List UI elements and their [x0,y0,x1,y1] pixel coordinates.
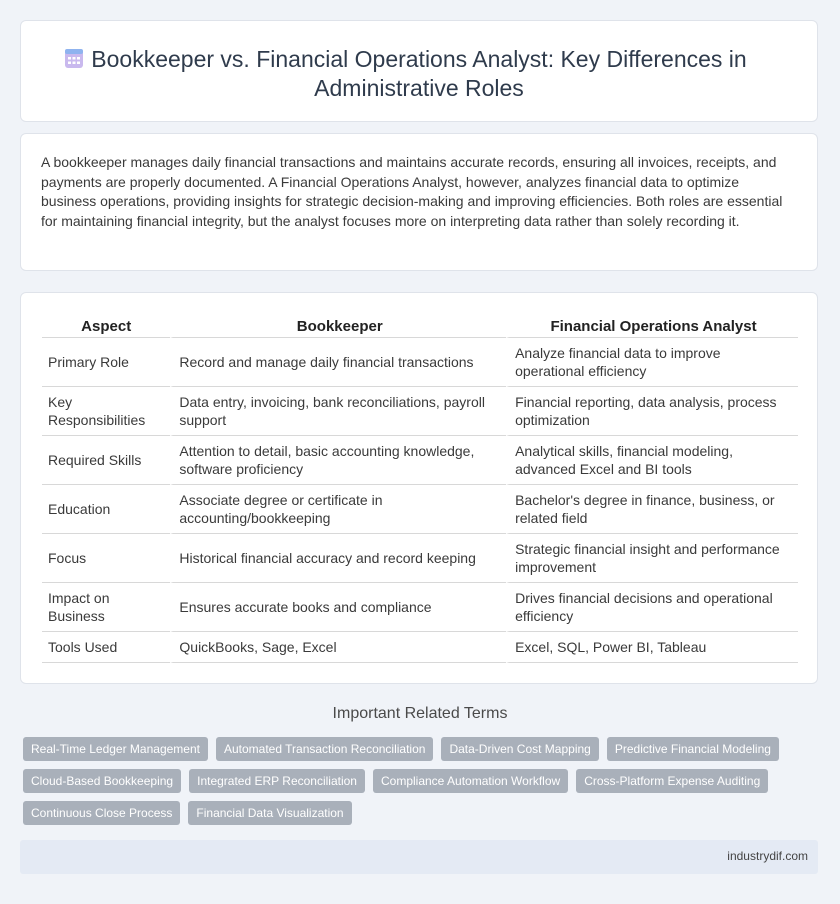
cell-analyst: Bachelor's degree in finance, business, or related field [506,485,798,534]
table-row [42,387,798,436]
cell-aspect: Primary Role [42,338,170,387]
page-title: Bookkeeper vs. Financial Operations Analyst: Key Differences in Administrative Roles [91,46,747,101]
related-terms-title: Important Related Terms [332,705,508,722]
footer [20,840,818,874]
table-row [42,436,798,485]
related-term-tag[interactable]: Compliance Automation Workflow [373,769,568,793]
cell-bookkeeper: Record and manage daily financial transactions [170,338,506,387]
related-term-tag[interactable]: Data-Driven Cost Mapping [441,737,598,761]
cell-aspect: Tools Used [42,632,170,663]
related-term-tag[interactable]: Real-Time Ledger Management [23,737,208,761]
header-analyst: Financial Operations Analyst [506,316,798,338]
cell-analyst: Financial reporting, data analysis, process optimization [506,387,798,436]
related-term-tag[interactable]: Continuous Close Process [23,801,180,825]
table-header-row [42,316,798,338]
cell-bookkeeper: QuickBooks, Sage, Excel [170,632,506,663]
related-term-tag[interactable]: Cloud-Based Bookkeeping [23,769,181,793]
cell-aspect: Education [42,485,170,534]
header-bookkeeper: Bookkeeper [170,316,506,338]
cell-bookkeeper: Associate degree or certificate in accounting/bookkeeping [170,485,506,534]
related-term-tag[interactable]: Predictive Financial Modeling [607,737,779,761]
related-term-tag[interactable]: Automated Transaction Reconciliation [216,737,433,761]
related-term-tag[interactable]: Financial Data Visualization [188,801,351,825]
related-term-tag[interactable]: Cross-Platform Expense Auditing [576,769,768,793]
table-row [42,583,798,632]
table-row [42,632,798,663]
header-aspect: Aspect [42,316,170,338]
cell-bookkeeper: Historical financial accuracy and record keeping [170,534,506,583]
cell-aspect: Key Responsibilities [42,387,170,436]
footer-site-link[interactable]: industrydif.com [727,849,808,863]
cell-bookkeeper: Attention to detail, basic accounting knowledge, software proficiency [170,436,506,485]
cell-analyst: Excel, SQL, Power BI, Tableau [506,632,798,663]
cell-bookkeeper: Ensures accurate books and compliance [170,583,506,632]
intro-paragraph: A bookkeeper manages daily financial transactions and maintains accurate records, ensuring all invoices, receipts, and payments are properly documented. A Financial Operations Analyst, however, analyzes financial data to optimize business operations, providing insights for strategic decision-making and improving efficiencies. Both roles are essential for maintaining financial integrity, but the analyst focuses more on interpreting data rather than solely recording it. [41,154,783,229]
cell-aspect: Impact on Business [42,583,170,632]
title-card [20,20,818,122]
comparison-table [42,316,798,663]
comparison-table-card [20,292,818,684]
related-term-tag[interactable]: Integrated ERP Reconciliation [189,769,365,793]
cell-analyst: Drives financial decisions and operational efficiency [506,583,798,632]
cell-aspect: Required Skills [42,436,170,485]
table-row [42,338,798,387]
table-row [42,534,798,583]
related-terms-list [23,737,813,825]
intro-card [20,133,818,271]
cell-bookkeeper: Data entry, invoicing, bank reconciliations, payroll support [170,387,506,436]
table-row [42,485,798,534]
cell-analyst: Strategic financial insight and performance improvement [506,534,798,583]
cell-aspect: Focus [42,534,170,583]
cell-analyst: Analytical skills, financial modeling, advanced Excel and BI tools [506,436,798,485]
cell-analyst: Analyze financial data to improve operational efficiency [506,338,798,387]
